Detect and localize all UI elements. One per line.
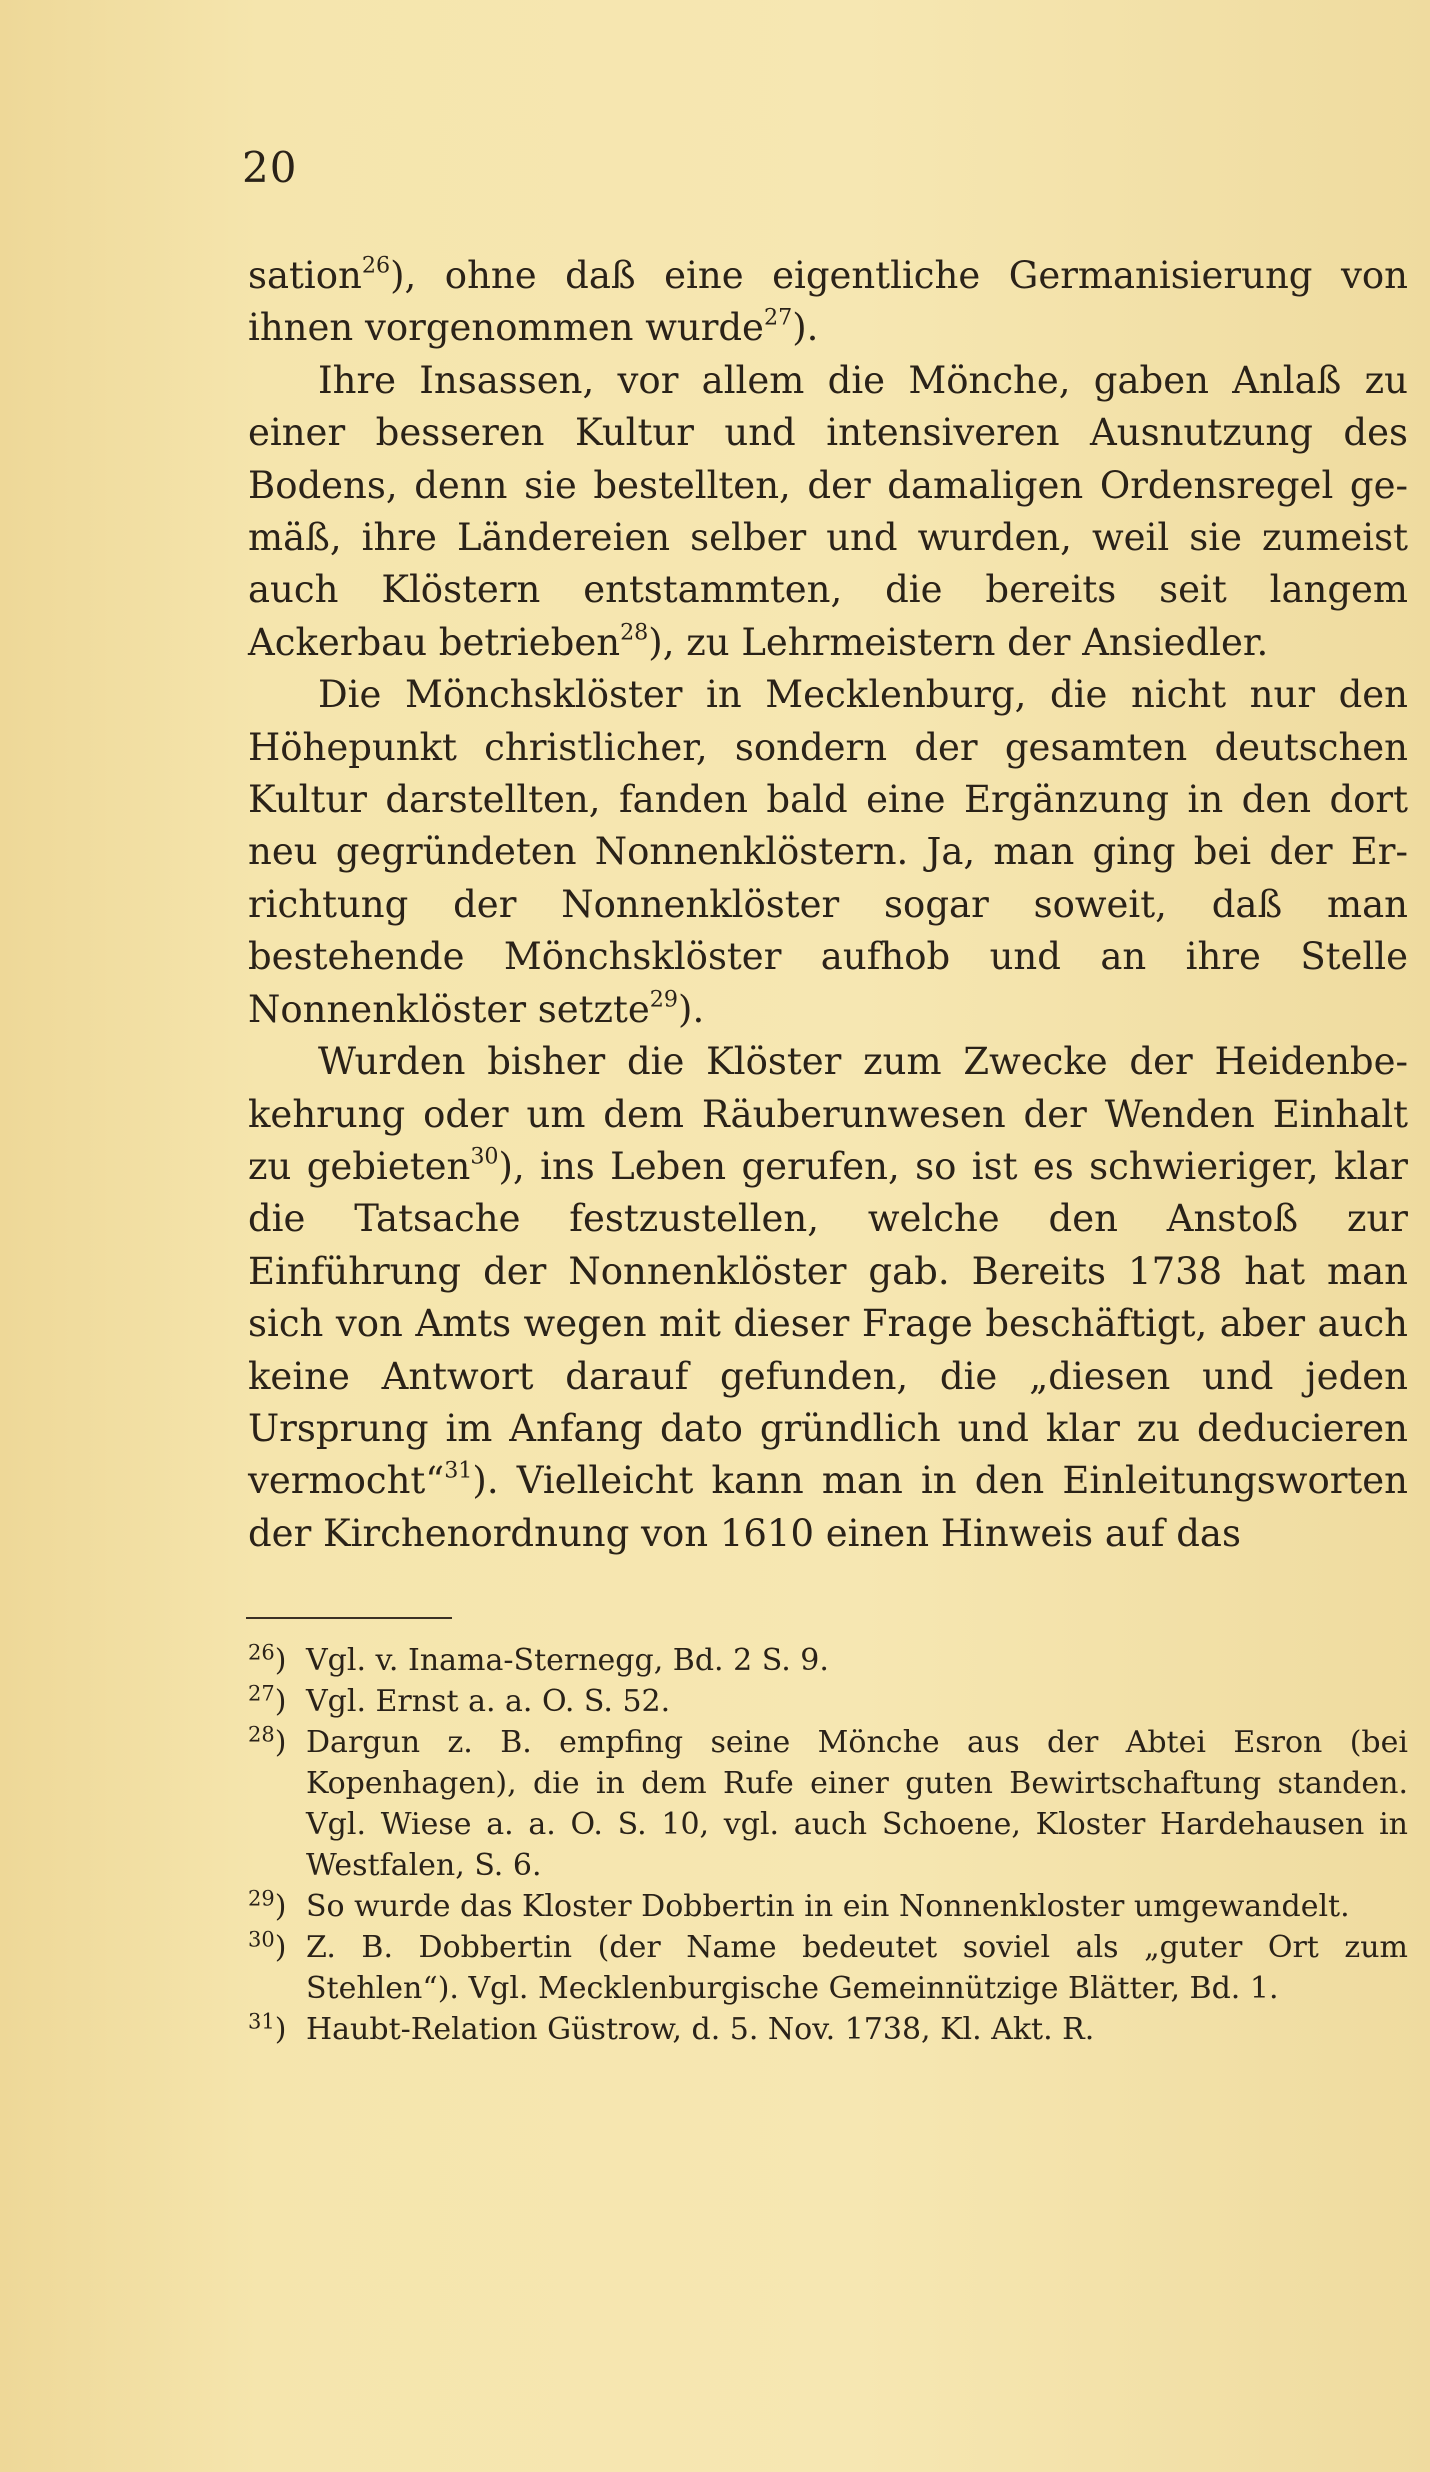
footnote-text: Vgl. v. Inama-Sternegg, Bd. 2 S. 9. bbox=[306, 1643, 829, 1678]
footnote-text: Vgl. Ernst a. a. O. S. 52. bbox=[306, 1684, 671, 1719]
footnote-ref: 31 bbox=[444, 1457, 473, 1484]
paragraph bbox=[248, 1036, 1408, 1560]
footnote-number bbox=[248, 1722, 306, 1886]
footnotes bbox=[248, 1640, 1408, 2050]
footnote bbox=[248, 1640, 1408, 1681]
footnote-text: Dargun z. B. empfing seine Mönche aus der Abtei Esron (bei Kopenhagen), die in dem Rufe einer guten Bewirtschaftung standen. Vgl. Wiese a. a. O. S. 10, vgl. auch Schoene, Kloster Hardehausen in Westfalen, S. 6. bbox=[306, 1725, 1408, 1883]
text-run: Ihre Insassen, vor allem die Mönche, gaben Anlaß zu einer besseren Kultur und intensiveren Ausnutzung des Bodens, denn sie bestellten, der damaligen Ordensregel gemäß, ihre Ländereien selber und wurden, weil sie zumeist auch Klöstern entstammten, die bereits seit langem Ackerbau betrieben bbox=[248, 358, 1408, 664]
footnote-number-value: 30 bbox=[248, 1927, 275, 1952]
footnote-number-value: 29 bbox=[248, 1886, 275, 1911]
footnote-number-value: 27 bbox=[248, 1681, 275, 1706]
footnote-text: Z. B. Dobbertin (der Name bedeutet soviel als „guter Ort zum Stehlen“). Vgl. Mecklenburgische Gemeinnützige Blätter, Bd. 1. bbox=[306, 1930, 1408, 2006]
text-run: ), ohne daß eine eigentliche Germanisierung von ihnen vorgenommen wurde bbox=[248, 254, 1408, 350]
footnote-text: So wurde das Kloster Dobbertin in ein Nonnenkloster umgewandelt. bbox=[306, 1889, 1350, 1924]
footnote bbox=[248, 1886, 1408, 1927]
footnote-ref: 27 bbox=[763, 304, 793, 331]
footnote bbox=[248, 1681, 1408, 1722]
footnote-number-value: 31 bbox=[248, 2009, 275, 2034]
footnote-separator bbox=[246, 1617, 452, 1619]
text-run: ). bbox=[792, 306, 819, 350]
footnote-ref: 26 bbox=[361, 252, 391, 279]
footnote-number bbox=[248, 1927, 306, 2009]
footnote-number-paren: ) bbox=[274, 1643, 287, 1678]
paragraph bbox=[248, 669, 1408, 1036]
footnote-number-paren: ) bbox=[274, 1725, 287, 1760]
text-run: Die Mönchsklöster in Mecklenburg, die nicht nur den Höhepunkt christlicher, sondern der gesamten deutschen Kultur darstellten, fanden bald eine Ergänzung in den dort neu gegründeten Nonnenklöstern. Ja, man ging bei der Errichtung der Nonnenklöster sogar soweit, daß man bestehende Mönchsklöster aufhob und an ihre Stelle Nonnenklöster setzte bbox=[248, 673, 1408, 1031]
page-number: 20 bbox=[242, 143, 298, 192]
text-run: Wurden bisher die Klöster zum Zwecke der Heidenbekehrung oder um dem Räuberunwesen der Wenden Einhalt zu gebieten bbox=[248, 1040, 1408, 1188]
footnote bbox=[248, 1927, 1408, 2009]
body-text bbox=[248, 250, 1408, 1560]
text-run: ). Vielleicht kann man in den Einleitungsworten der Kirchenordnung von 1610 einen Hinweis auf das bbox=[248, 1459, 1408, 1555]
text-run: ), zu Lehrmeistern der Ansiedler. bbox=[648, 620, 1269, 664]
text-run: ), ins Leben gerufen, so ist es schwieriger, klar die Tatsache festzustellen, welche den Anstoß zur Einführung der Nonnenklöster gab. Bereits 1738 hat man sich von Amts wegen mit dieser Frage beschäftigt, aber auch keine Antwort darauf gefunden, die „diesen und jeden Ursprung im Anfang dato gründlich und klar zu deducieren vermocht“ bbox=[248, 1144, 1408, 1503]
footnote-number-value: 26 bbox=[248, 1640, 275, 1665]
footnote-number bbox=[248, 1681, 306, 1722]
footnote-ref: 28 bbox=[620, 619, 649, 646]
paragraph bbox=[248, 355, 1408, 669]
footnote-number-paren: ) bbox=[274, 1684, 287, 1719]
footnote bbox=[248, 1722, 1408, 1886]
footnote-ref: 29 bbox=[649, 986, 679, 1013]
footnote-number-paren: ) bbox=[274, 2012, 287, 2047]
footnote-number-paren: ) bbox=[274, 1930, 287, 1965]
footnote bbox=[248, 2009, 1408, 2050]
footnote-number-paren: ) bbox=[274, 1889, 287, 1924]
footnote-text: Haubt-Relation Güstrow, d. 5. Nov. 1738, Kl. Akt. R. bbox=[306, 2012, 1095, 2047]
footnote-number-value: 28 bbox=[248, 1722, 275, 1747]
text-run: ). bbox=[678, 987, 705, 1031]
footnote-number bbox=[248, 2009, 306, 2050]
footnote-number bbox=[248, 1886, 306, 1927]
text-run: sation bbox=[248, 254, 362, 297]
footnote-number bbox=[248, 1640, 306, 1681]
paragraph bbox=[248, 250, 1408, 355]
footnote-ref: 30 bbox=[470, 1143, 499, 1170]
